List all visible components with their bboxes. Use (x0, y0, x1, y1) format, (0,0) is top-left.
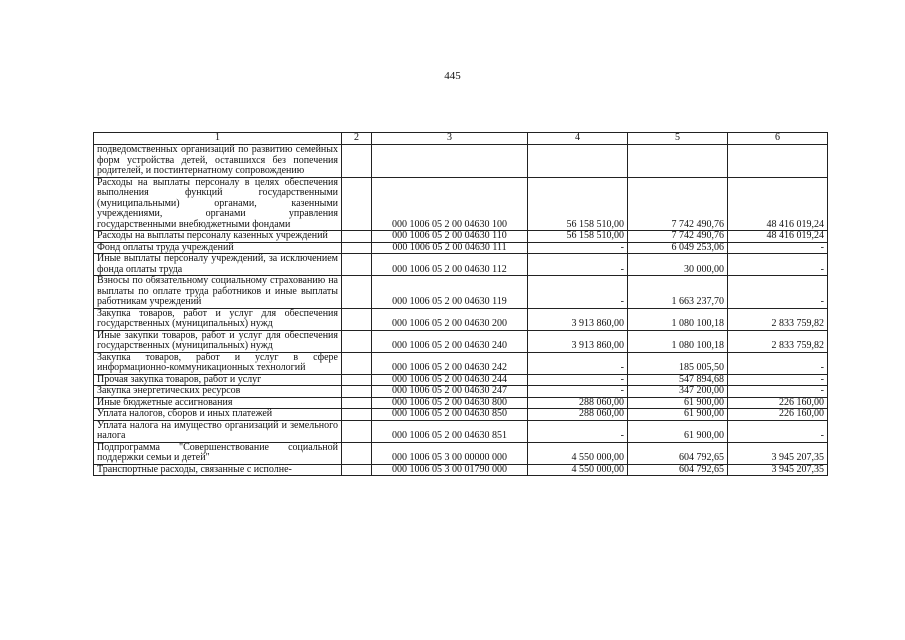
value-col4: - (528, 352, 628, 374)
page-number: 445 (444, 70, 461, 82)
row-description: Иные бюджетные ассигнования (94, 397, 342, 409)
row-col2 (342, 254, 372, 276)
value-col4: - (528, 276, 628, 309)
table-row (94, 386, 828, 398)
row-description: Фонд оплаты труда учреждений (94, 242, 342, 254)
row-col2 (342, 308, 372, 330)
table-row (94, 409, 828, 421)
row-description: Расходы на выплаты персоналу в целях обеспечения выполнения функций государственными (муниципальными) органами, казенными учреждениями, органами управления государственными внебюджетными фондами (94, 177, 342, 231)
value-col4: - (528, 386, 628, 398)
value-col5: 7 742 490,76 (628, 231, 728, 243)
value-col5: 61 900,00 (628, 397, 728, 409)
column-header: 6 (728, 133, 828, 145)
row-description: Прочая закупка товаров, работ и услуг (94, 374, 342, 386)
budget-code: 000 1006 05 2 00 04630 240 (372, 330, 528, 352)
value-col6: - (728, 374, 828, 386)
value-col6: 48 416 019,24 (728, 231, 828, 243)
row-col2 (342, 177, 372, 231)
table-row (94, 242, 828, 254)
row-col2 (342, 145, 372, 178)
row-col2 (342, 352, 372, 374)
row-description: Уплата налога на имущество организаций и земельного налога (94, 420, 342, 442)
row-description: Расходы на выплаты персоналу казенных учреждений (94, 231, 342, 243)
value-col4: 56 158 510,00 (528, 177, 628, 231)
value-col4: 3 913 860,00 (528, 308, 628, 330)
budget-code: 000 1006 05 2 00 04630 242 (372, 352, 528, 374)
table-row (94, 352, 828, 374)
row-col2 (342, 242, 372, 254)
table-row (94, 254, 828, 276)
budget-code: 000 1006 05 2 00 04630 850 (372, 409, 528, 421)
value-col5: 7 742 490,76 (628, 177, 728, 231)
value-col5: 1 080 100,18 (628, 330, 728, 352)
value-col6: 226 160,00 (728, 397, 828, 409)
budget-code: 000 1006 05 2 00 04630 100 (372, 177, 528, 231)
budget-code: 000 1006 05 3 00 01790 000 (372, 464, 528, 476)
value-col4: 4 550 000,00 (528, 442, 628, 464)
value-col5: 185 005,50 (628, 352, 728, 374)
value-col6: 48 416 019,24 (728, 177, 828, 231)
row-description: Закупка товаров, работ и услуг для обеспечения государственных (муниципальных) нужд (94, 308, 342, 330)
value-col6: 2 833 759,82 (728, 308, 828, 330)
table-row (94, 442, 828, 464)
value-col6: - (728, 276, 828, 309)
value-col6: 2 833 759,82 (728, 330, 828, 352)
value-col5: 61 900,00 (628, 420, 728, 442)
value-col5: 61 900,00 (628, 409, 728, 421)
row-col2 (342, 409, 372, 421)
budget-table (93, 132, 828, 476)
row-description: Закупка энергетических ресурсов (94, 386, 342, 398)
column-header: 1 (94, 133, 342, 145)
value-col5: 347 200,00 (628, 386, 728, 398)
value-col5: 1 663 237,70 (628, 276, 728, 309)
row-col2 (342, 464, 372, 476)
table-row (94, 276, 828, 309)
table-row (94, 145, 828, 178)
row-description: Подпрограмма "Совершенствование социальной поддержки семьи и детей" (94, 442, 342, 464)
value-col6: - (728, 352, 828, 374)
value-col4: - (528, 374, 628, 386)
table-row (94, 374, 828, 386)
value-col5: 1 080 100,18 (628, 308, 728, 330)
row-col2 (342, 420, 372, 442)
value-col6: - (728, 386, 828, 398)
row-col2 (342, 231, 372, 243)
column-header: 2 (342, 133, 372, 145)
row-col2 (342, 330, 372, 352)
value-col4: - (528, 254, 628, 276)
table-row (94, 231, 828, 243)
value-col5: 604 792,65 (628, 464, 728, 476)
value-col4: 4 550 000,00 (528, 464, 628, 476)
table-row (94, 464, 828, 476)
row-col2 (342, 397, 372, 409)
value-col6: - (728, 254, 828, 276)
row-description: Закупка товаров, работ и услуг в сфере информационно-коммуникационных технологий (94, 352, 342, 374)
table-row (94, 420, 828, 442)
budget-code: 000 1006 05 2 00 04630 244 (372, 374, 528, 386)
budget-code: 000 1006 05 3 00 00000 000 (372, 442, 528, 464)
row-col2 (342, 442, 372, 464)
value-col6: 3 945 207,35 (728, 442, 828, 464)
column-header: 3 (372, 133, 528, 145)
value-col5: 604 792,65 (628, 442, 728, 464)
row-description: Иные закупки товаров, работ и услуг для обеспечения государственных (муниципальных) нужд (94, 330, 342, 352)
table-row (94, 397, 828, 409)
column-header: 5 (628, 133, 728, 145)
value-col6: - (728, 420, 828, 442)
budget-code: 000 1006 05 2 00 04630 112 (372, 254, 528, 276)
value-col5: 30 000,00 (628, 254, 728, 276)
budget-code: 000 1006 05 2 00 04630 119 (372, 276, 528, 309)
value-col4 (528, 145, 628, 178)
value-col6: 226 160,00 (728, 409, 828, 421)
table-header-row (94, 133, 828, 145)
row-description: Уплата налогов, сборов и иных платежей (94, 409, 342, 421)
value-col6 (728, 145, 828, 178)
value-col5: 547 894,68 (628, 374, 728, 386)
budget-code: 000 1006 05 2 00 04630 800 (372, 397, 528, 409)
value-col4: 288 060,00 (528, 409, 628, 421)
row-description: Взносы по обязательному социальному страхованию на выплаты по оплате труда работников и иные выплаты работникам учреждений (94, 276, 342, 309)
value-col5 (628, 145, 728, 178)
value-col4: - (528, 242, 628, 254)
budget-code: 000 1006 05 2 00 04630 851 (372, 420, 528, 442)
table-row (94, 177, 828, 231)
budget-code: 000 1006 05 2 00 04630 200 (372, 308, 528, 330)
value-col6: - (728, 242, 828, 254)
row-col2 (342, 374, 372, 386)
row-description: подведомственных организаций по развитию семейных форм устройства детей, оставшихся без попечения родителей, и постинтернатному сопровождению (94, 145, 342, 178)
table-row (94, 308, 828, 330)
row-col2 (342, 386, 372, 398)
budget-code: 000 1006 05 2 00 04630 110 (372, 231, 528, 243)
budget-code: 000 1006 05 2 00 04630 247 (372, 386, 528, 398)
row-description: Транспортные расходы, связанные с исполне- (94, 464, 342, 476)
value-col4: 56 158 510,00 (528, 231, 628, 243)
value-col6: 3 945 207,35 (728, 464, 828, 476)
value-col5: 6 049 253,06 (628, 242, 728, 254)
row-col2 (342, 276, 372, 309)
value-col4: 3 913 860,00 (528, 330, 628, 352)
row-description: Иные выплаты персоналу учреждений, за исключением фонда оплаты труда (94, 254, 342, 276)
value-col4: 288 060,00 (528, 397, 628, 409)
table-row (94, 330, 828, 352)
budget-code: 000 1006 05 2 00 04630 111 (372, 242, 528, 254)
budget-code (372, 145, 528, 178)
column-header: 4 (528, 133, 628, 145)
value-col4: - (528, 420, 628, 442)
